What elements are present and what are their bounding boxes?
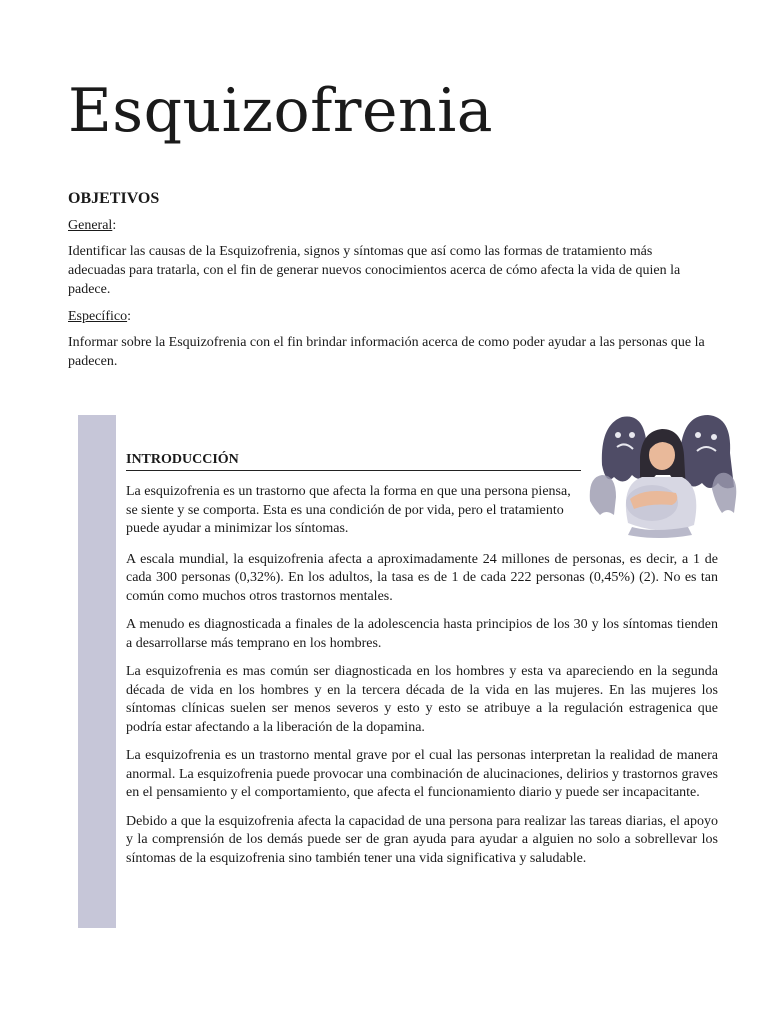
objetivos-heading: OBJETIVOS	[68, 190, 160, 207]
intro-paragraph-2: A escala mundial, la esquizofrenia afecta a aproximadamente 24 millones de personas, es decir, a 1 de cada 300 personas (0,32%). En los adultos, la tasa es de 1 de cada 222 personas (0,45%) (2). No es tan común como muchos otros trastornos mentales.	[126, 551, 718, 604]
general-text: Identificar las causas de la Esquizofrenia, signos y síntomas que así como las formas de tratamiento más adecuadas para tratarla, con el fin de generar nuevos conocimientos acerca de cómo afecta la vida de quien la padece.	[68, 244, 681, 297]
general-label: General	[68, 218, 113, 233]
objetivos-section	[68, 190, 708, 381]
especifico-subheading	[68, 309, 708, 325]
intro-paragraph-3: A menudo es diagnosticada a finales de la adolescencia hasta principios de los 30 y los síntomas tienden a desarrollarse más temprano en los hombres.	[126, 617, 718, 651]
decorative-sidebar-bar	[78, 415, 116, 928]
intro-paragraph-5: La esquizofrenia es un trastorno mental grave por el cual las personas interpretan la realidad de manera anormal. La esquizofrenia puede provocar una combinación de alucinaciones, delirios y trastornos graves en el pensamiento y el comportamiento, que afecta el funcionamiento diario y puede ser incapacitante.	[126, 748, 718, 800]
general-colon: :	[112, 218, 117, 233]
document-title: Esquizofrenia	[68, 76, 494, 146]
intro-paragraph-4: La esquizofrenia es mas común ser diagnosticada en los hombres y esta va apareciendo en la segunda década de vida en los hombres y en la tercera década de la vida en las mujeres. En las mujeres los síntomas clínicas suelen ser menos severos y esto y esto se atribuye a la regulación estragenica que podría estar afectando a la liberación de la dopamina.	[126, 664, 718, 735]
especifico-colon: :	[127, 309, 131, 324]
especifico-text: Informar sobre la Esquizofrenia con el fin brindar información acerca de como poder ayudar a las personas que la padecen.	[68, 335, 705, 369]
introduccion-heading: INTRODUCCIÓN	[126, 452, 581, 471]
intro-paragraph-6: Debido a que la esquizofrenia afecta la capacidad de una persona para realizar las tareas diarias, el apoyo y la comprensión de los demás puede ser de gran ayuda para ayudar a alguien no solo a sobrellevar los síntomas de la esquizofrenia sino también tener una vida significativa y saludable.	[126, 813, 718, 866]
especifico-label: Específico	[68, 309, 128, 324]
intro-paragraph-1: La esquizofrenia es un trastorno que afecta la forma en que una persona piensa, se siente y se comporta. Esta es una condición de por vida, pero el tratamiento puede ayudar a minimizar los síntomas.	[126, 484, 571, 536]
general-subheading	[68, 218, 708, 234]
introduccion-section	[126, 452, 718, 878]
